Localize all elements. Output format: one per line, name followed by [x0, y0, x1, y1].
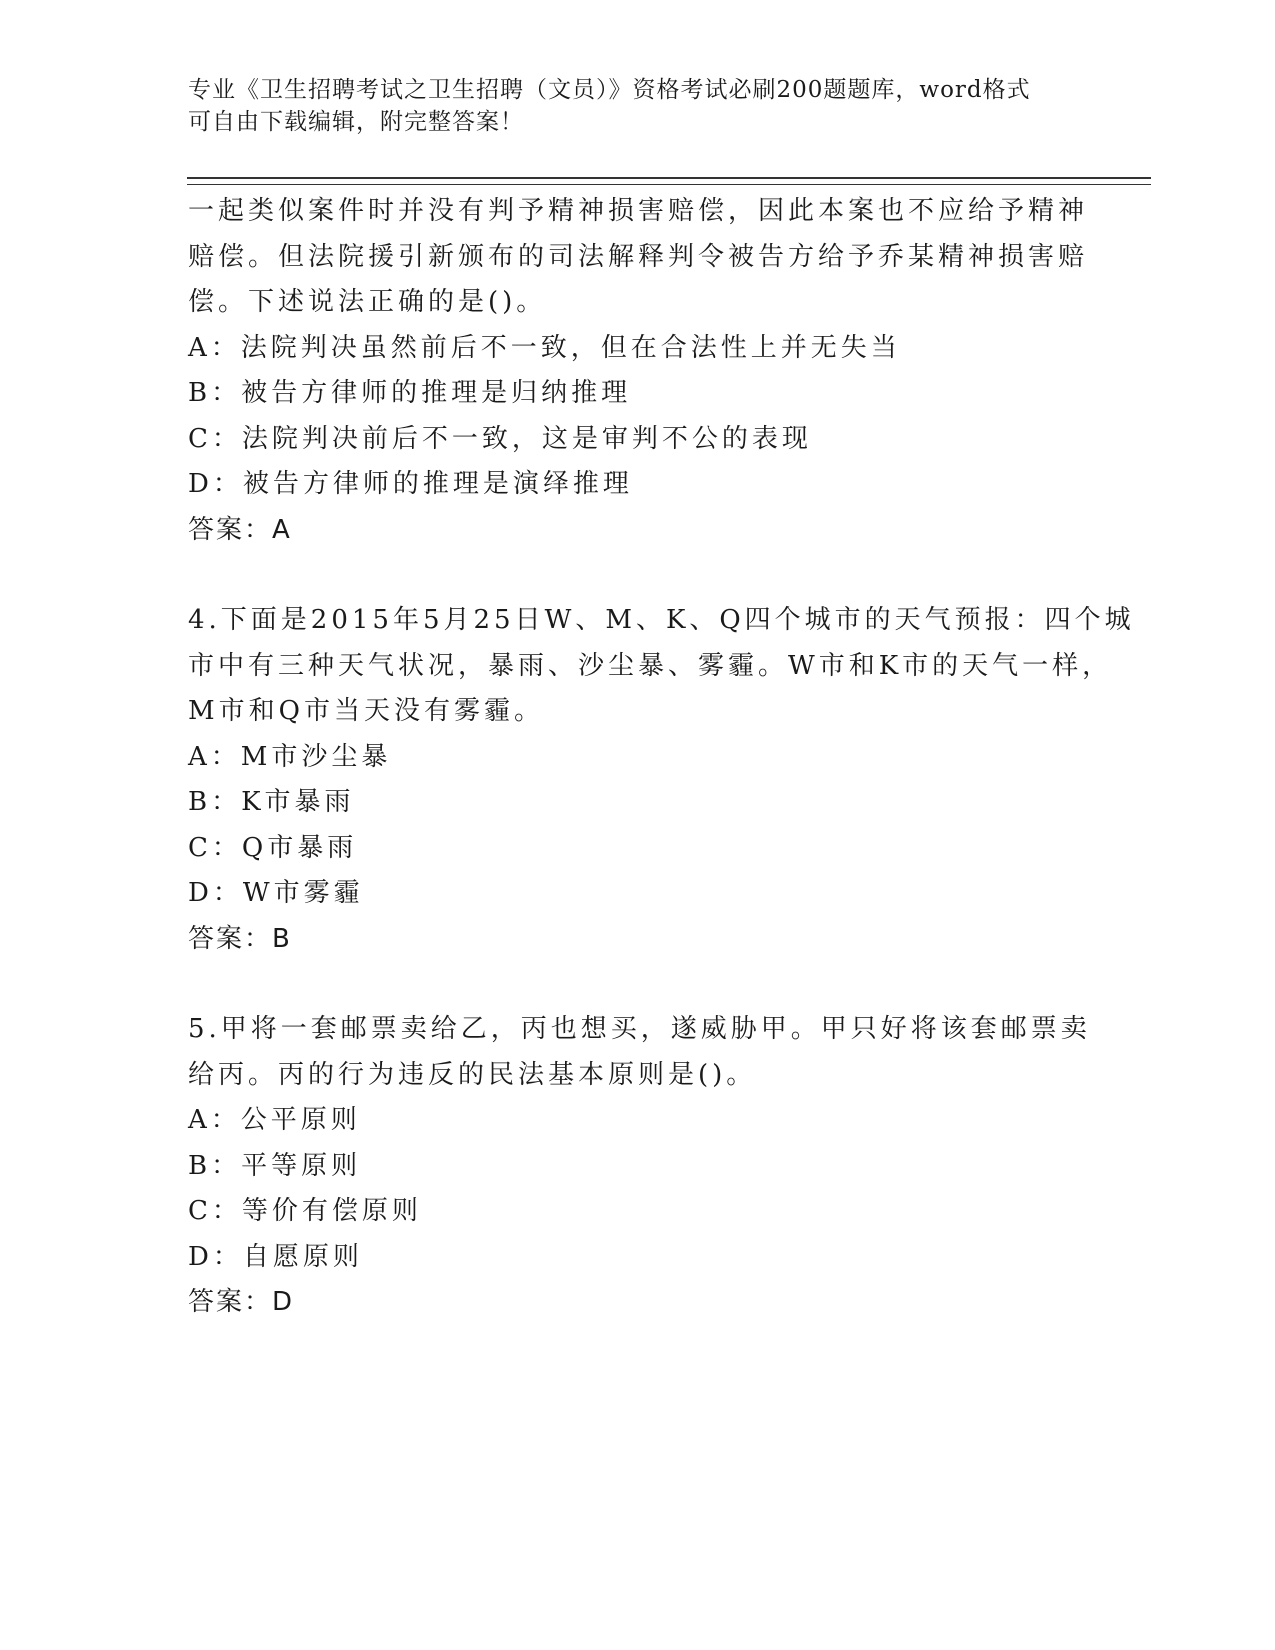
- option-b: B：平等原则: [188, 1150, 362, 1181]
- question-stem-line: 5.甲将一套邮票卖给乙，丙也想买，遂威胁甲。甲只好将该套邮票卖: [188, 1014, 1091, 1044]
- answer-line: 答案：A: [188, 514, 292, 545]
- option-a: A：M市沙尘暴: [188, 741, 392, 772]
- question-stem-line: 给丙。丙的行为违反的民法基本原则是()。: [188, 1059, 757, 1090]
- header-divider: [187, 177, 1151, 185]
- header-title-line-1: 专业《卫生招聘考试之卫生招聘（文员）》资格考试必刷200题题库，word格式: [188, 77, 1031, 103]
- option-d: D：被告方律师的推理是演绎推理: [188, 469, 633, 499]
- option-b: B：被告方律师的推理是归纳推理: [188, 378, 632, 408]
- question-stem-line: 一起类似案件时并没有判予精神损害赔偿，因此本案也不应给予精神: [188, 196, 1089, 226]
- document-page: [188, 0, 1148, 1650]
- option-a: A：法院判决虽然前后不一致，但在合法性上并无失当: [188, 332, 901, 363]
- document-body: [188, 189, 1135, 1371]
- option-c: C：Q市暴雨: [188, 832, 358, 863]
- answer-line: 答案：D: [188, 1287, 295, 1317]
- question-stem-line: M市和Q市当天没有雾霾。: [188, 696, 544, 726]
- header-title-line-2: 可自由下载编辑，附完整答案！: [188, 109, 524, 135]
- option-d: D：W市雾霾: [188, 878, 364, 908]
- option-d: D：自愿原则: [188, 1241, 363, 1272]
- option-c: C：法院判决前后不一致，这是审判不公的表现: [188, 423, 812, 454]
- question-3-continuation: [188, 189, 1089, 553]
- question-stem-line: 市中有三种天气状况，暴雨、沙尘暴、雾霾。W市和K市的天气一样，: [188, 650, 1113, 681]
- question-5: [188, 1007, 1091, 1326]
- option-b: B：K市暴雨: [188, 787, 355, 817]
- option-a: A：公平原则: [188, 1105, 361, 1135]
- option-c: C：等价有偿原则: [188, 1196, 422, 1226]
- page-header: [188, 74, 1068, 138]
- question-stem-line: 4.下面是2015年5月25日W、M、K、Q四个城市的天气预报：四个城: [188, 605, 1135, 635]
- question-stem-line: 赔偿。但法院援引新颁布的司法解释判令被告方给予乔某精神损害赔: [188, 241, 1089, 272]
- answer-line: 答案：B: [188, 923, 292, 954]
- question-4: [188, 598, 1135, 962]
- question-stem-line: 偿。下述说法正确的是()。: [188, 287, 547, 317]
